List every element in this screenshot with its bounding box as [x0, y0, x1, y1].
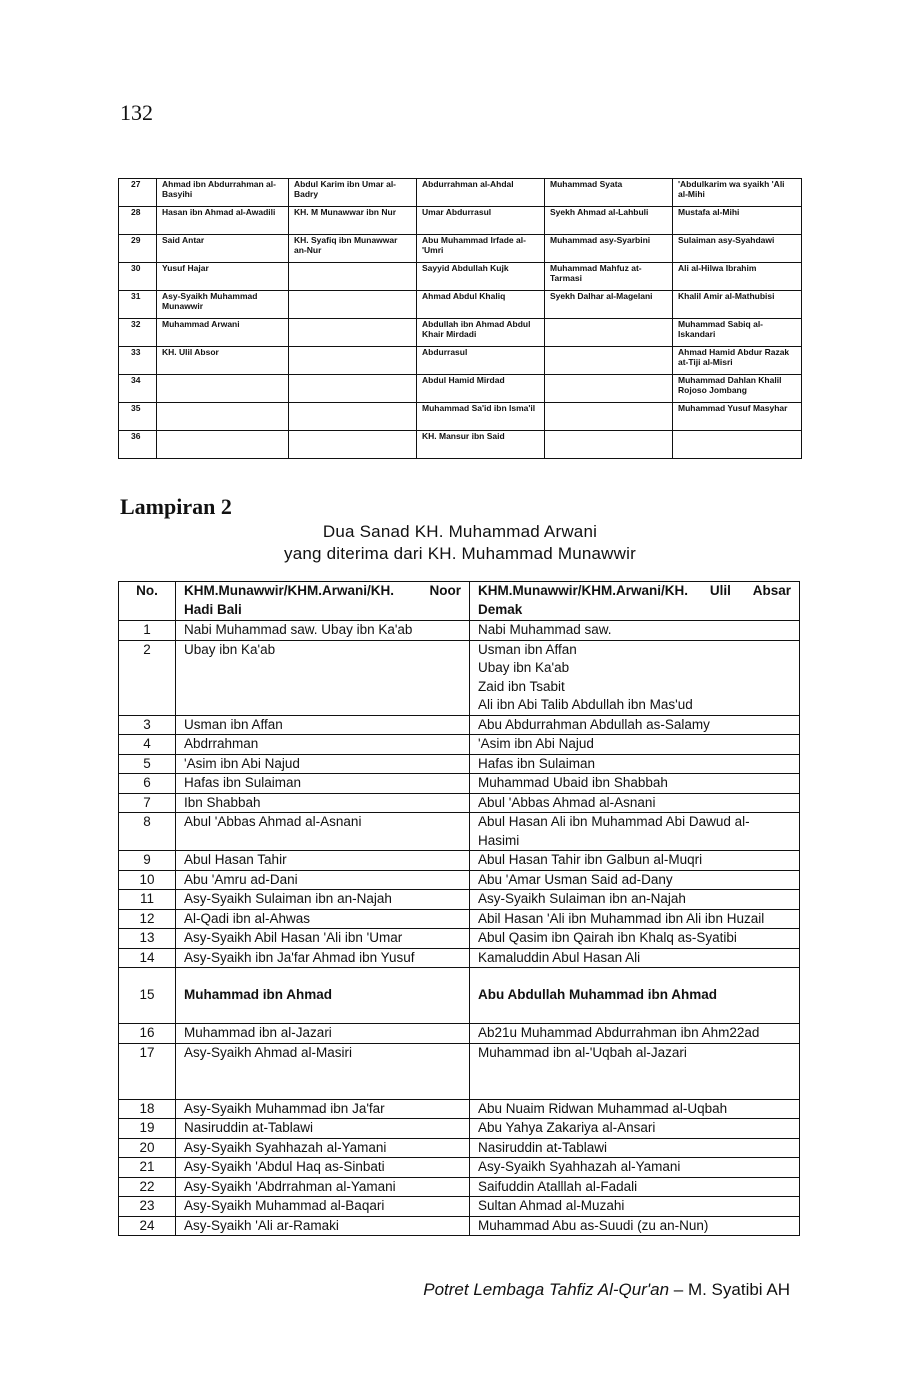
table-cell: Ahmad ibn Abdurrahman al-Basyihi	[157, 179, 289, 207]
name-line: Asy-Syaikh 'Abdrrahman al-Yamani	[184, 1178, 396, 1194]
sanad-cell-ulil-absar	[470, 968, 800, 1024]
name-line: Asy-Syaikh ibn Ja'far Ahmad ibn Yusuf	[184, 949, 415, 965]
name-line: Nasiruddin at-Tablawi	[184, 1120, 314, 1135]
header-col1-line2: Hadi Bali	[184, 601, 242, 617]
name-line: Abu Abdullah Muhammad ibn Ahmad	[478, 987, 717, 1003]
table-cell: KH. Syafiq ibn Munawwar an-Nur	[289, 235, 417, 263]
footer-separator: –	[669, 1280, 688, 1299]
table-cell	[289, 347, 417, 375]
table-cell: Abdurrahman al-Ahdal	[417, 179, 545, 207]
header-col2-right: Absar	[752, 583, 791, 598]
row-number: 9	[119, 851, 176, 871]
page-footer	[423, 1280, 790, 1300]
table-cell: Khalil Amir al-Mathubisi	[673, 291, 802, 319]
name-line: Abu 'Amar Usman Said ad-Dany	[478, 871, 673, 887]
sanad-cell-ulil-absar	[470, 1138, 800, 1158]
sanad-cell-ulil-absar	[470, 715, 800, 735]
sanad-cell-noor-hadi	[176, 754, 470, 774]
table-cell	[289, 403, 417, 431]
table-row	[119, 640, 800, 715]
row-number: 34	[119, 375, 157, 403]
table-cell	[157, 375, 289, 403]
name-line: Abul 'Abbas Ahmad al-Asnani	[478, 794, 656, 810]
header-col1-right: Noor	[429, 583, 461, 598]
sanad-cell-ulil-absar	[470, 1099, 800, 1119]
sanad-cell-noor-hadi	[176, 1138, 470, 1158]
name-line: Abil Hasan 'Ali ibn Muhammad ibn Ali ibn Huzail	[478, 910, 765, 926]
row-number: 35	[119, 403, 157, 431]
name-line: Abul Hasan Ali ibn Muhammad Abi Dawud al-	[478, 814, 750, 829]
table-cell: Ali al-Hilwa Ibrahim	[673, 263, 802, 291]
table-cell	[289, 319, 417, 347]
name-line: Abu Abdurrahman Abdullah as-Salamy	[478, 716, 710, 732]
name-line: Abu Yahya Zakariya al-Ansari	[478, 1120, 656, 1135]
sanad-cell-noor-hadi	[176, 1216, 470, 1236]
name-line: Muhammad Ubaid ibn Shabbah	[478, 775, 668, 790]
name-line: Asy-Syaikh 'Ali ar-Ramaki	[184, 1217, 339, 1233]
table-cell: KH. Ulil Absor	[157, 347, 289, 375]
row-number: 8	[119, 813, 176, 851]
header-col1	[176, 582, 470, 621]
name-line: Asy-Syaikh Ahmad al-Masiri	[184, 1044, 353, 1060]
table-cell: Sayyid Abdullah Kujk	[417, 263, 545, 291]
row-number: 23	[119, 1197, 176, 1217]
table-row	[119, 621, 800, 641]
name-line: Abul Hasan Tahir ibn Galbun al-Muqri	[478, 852, 703, 867]
name-line: 'Asim ibn Abi Najud	[184, 755, 300, 771]
header-col2-left: KHM.Munawwir/KHM.Arwani/KH.	[478, 583, 689, 598]
name-line: Asy-Syaikh Sulaiman ibn an-Najah	[184, 891, 392, 906]
row-number: 5	[119, 754, 176, 774]
table-cell	[545, 319, 673, 347]
sanad-cell-noor-hadi	[176, 735, 470, 755]
sanad-cell-noor-hadi	[176, 968, 470, 1024]
row-number: 22	[119, 1177, 176, 1197]
sanad-cell-ulil-absar	[470, 754, 800, 774]
table-row	[119, 715, 800, 735]
sanad-cell-noor-hadi	[176, 621, 470, 641]
appendix-title: Lampiran 2	[120, 494, 232, 519]
table-cell: Abu Muhammad Irfade al-'Umri	[417, 235, 545, 263]
name-line: Nasiruddin at-Tablawi	[478, 1139, 608, 1155]
sanad-cell-noor-hadi	[176, 640, 470, 715]
table-cell: Abdul Hamid Mirdad	[417, 375, 545, 403]
table-cell: Said Antar	[157, 235, 289, 263]
row-number: 21	[119, 1158, 176, 1178]
appendix-subtitle-line2: yang diterima dari KH. Muhammad Munawwir	[284, 544, 636, 563]
name-line: Abu Nuaim Ridwan Muhammad al-Uqbah	[478, 1100, 728, 1116]
row-number: 32	[119, 319, 157, 347]
table-cell	[157, 431, 289, 459]
name-line: Asy-Syaikh Sulaiman ibn an-Najah	[478, 891, 686, 906]
sanad-cell-ulil-absar	[470, 909, 800, 929]
name-line: Kamaluddin Abul Hasan Ali	[478, 949, 641, 965]
sanad-cell-noor-hadi	[176, 813, 470, 851]
row-number: 12	[119, 909, 176, 929]
footer-book-title: Potret Lembaga Tahfiz Al-Qur'an	[423, 1280, 670, 1299]
row-number: 7	[119, 793, 176, 813]
sanad-cell-noor-hadi	[176, 870, 470, 890]
sanad-cell-ulil-absar	[470, 621, 800, 641]
row-number: 28	[119, 207, 157, 235]
table-row	[119, 1024, 800, 1044]
name-line: Ubay ibn Ka'ab	[184, 641, 276, 657]
row-number: 6	[119, 774, 176, 794]
row-number: 10	[119, 870, 176, 890]
table-cell: Syekh Dalhar al-Magelani	[545, 291, 673, 319]
table-row	[119, 890, 800, 910]
name-line: Ali ibn Abi Talib Abdullah ibn Mas'ud	[478, 697, 693, 712]
sanad-cell-ulil-absar	[470, 1177, 800, 1197]
name-line: Asy-Syaikh Syahhazah al-Yamani	[184, 1139, 387, 1155]
table-cell: Ahmad Abdul Khaliq	[417, 291, 545, 319]
sanad-cell-ulil-absar	[470, 870, 800, 890]
row-number: 16	[119, 1024, 176, 1044]
table-row	[119, 735, 800, 755]
name-line: Asy-Syaikh Muhammad al-Baqari	[184, 1198, 385, 1213]
name-line: Al-Qadi ibn al-Ahwas	[184, 910, 311, 926]
name-line: Saifuddin Atalllah al-Fadali	[478, 1178, 638, 1194]
sanad-cell-ulil-absar	[470, 948, 800, 968]
table-cell	[545, 431, 673, 459]
table-row	[119, 813, 800, 851]
row-number: 2	[119, 640, 176, 715]
table-header-row	[119, 582, 800, 621]
table-row	[119, 179, 802, 207]
sanad-cell-ulil-absar	[470, 1158, 800, 1178]
row-number: 3	[119, 715, 176, 735]
name-line: Abul 'Abbas Ahmad al-Asnani	[184, 814, 362, 829]
sanad-cell-noor-hadi	[176, 929, 470, 949]
name-line: Nabi Muhammad saw.	[478, 622, 612, 637]
table-row	[119, 948, 800, 968]
sanad-cell-noor-hadi	[176, 1024, 470, 1044]
table-cell: Muhammad Sabiq al-Iskandari	[673, 319, 802, 347]
sanad-cell-noor-hadi	[176, 1043, 470, 1099]
row-number: 1	[119, 621, 176, 641]
sanad-cell-noor-hadi	[176, 1099, 470, 1119]
table-cell: Mustafa al-Mihi	[673, 207, 802, 235]
table-cell: Muhammad Dahlan Khalil Rojoso Jombang	[673, 375, 802, 403]
sanad-cell-noor-hadi	[176, 1177, 470, 1197]
sanad-cell-noor-hadi	[176, 1197, 470, 1217]
row-number: 24	[119, 1216, 176, 1236]
sanad-cell-noor-hadi	[176, 909, 470, 929]
table-cell	[289, 375, 417, 403]
table-row	[119, 263, 802, 291]
table-cell	[289, 431, 417, 459]
table-row	[119, 851, 800, 871]
table-cell: Sulaiman asy-Syahdawi	[673, 235, 802, 263]
table-cell: Muhammad Sa'id ibn Isma'il	[417, 403, 545, 431]
table-cell	[545, 375, 673, 403]
sanad-cell-noor-hadi	[176, 890, 470, 910]
table-cell: Umar Abdurrasul	[417, 207, 545, 235]
table-row	[119, 403, 802, 431]
row-number: 33	[119, 347, 157, 375]
table-cell: Abdul Karim ibn Umar al-Badry	[289, 179, 417, 207]
table-row	[119, 235, 802, 263]
name-line: Ibn Shabbah	[184, 794, 261, 810]
table-row	[119, 1177, 800, 1197]
sanad-cell-noor-hadi	[176, 793, 470, 813]
row-number: 30	[119, 263, 157, 291]
name-line: Abul Qasim ibn Qairah ibn Khalq as-Syatibi	[478, 930, 737, 945]
name-line: Muhammad Abu as-Suudi (zu an-Nun)	[478, 1217, 709, 1233]
name-line: Asy-Syaikh Muhammad ibn Ja'far	[184, 1100, 385, 1116]
table-row	[119, 1216, 800, 1236]
row-number: 11	[119, 890, 176, 910]
table-cell: Syekh Ahmad al-Lahbuli	[545, 207, 673, 235]
table-row	[119, 1158, 800, 1178]
table-cell: Muhammad Arwani	[157, 319, 289, 347]
table-row	[119, 1043, 800, 1099]
sanad-cell-ulil-absar	[470, 890, 800, 910]
table-row	[119, 207, 802, 235]
table-cell: Yusuf Hajar	[157, 263, 289, 291]
name-line: Ab21u Muhammad Abdurrahman ibn Ahm22ad	[478, 1025, 760, 1040]
name-line: Asy-Syaikh Abil Hasan 'Ali ibn 'Umar	[184, 930, 403, 945]
sanad-cell-noor-hadi	[176, 774, 470, 794]
name-line: Muhammad ibn Ahmad	[184, 987, 333, 1003]
table-cell: KH. Mansur ibn Said	[417, 431, 545, 459]
sanad-cell-noor-hadi	[176, 1158, 470, 1178]
header-col2	[470, 582, 800, 621]
row-number: 4	[119, 735, 176, 755]
table-cell: Hasan ibn Ahmad al-Awadili	[157, 207, 289, 235]
name-line: Sultan Ahmad al-Muzahi	[478, 1198, 625, 1213]
table-cell	[545, 347, 673, 375]
name-line: Abdrrahman	[184, 736, 259, 751]
row-number: 29	[119, 235, 157, 263]
row-number: 15	[119, 968, 176, 1024]
sanad-cell-ulil-absar	[470, 640, 800, 715]
table-cell	[673, 431, 802, 459]
table-cell: Ahmad Hamid Abdur Razak at-Tiji al-Misri	[673, 347, 802, 375]
table-row	[119, 968, 800, 1024]
appendix-subtitle-line1: Dua Sanad KH. Muhammad Arwani	[322, 522, 598, 541]
table-cell	[289, 291, 417, 319]
row-number: 14	[119, 948, 176, 968]
name-line: Muhammad ibn al-'Uqbah al-Jazari	[478, 1044, 687, 1060]
table-row	[119, 1119, 800, 1139]
name-line: Muhammad ibn al-Jazari	[184, 1025, 332, 1040]
header-no	[119, 582, 176, 621]
sanad-table-continued	[118, 178, 802, 459]
table-cell: KH. M Munawwar ibn Nur	[289, 207, 417, 235]
table-cell: 'Abdulkarim wa syaikh 'Ali al-Mihi	[673, 179, 802, 207]
sanad-cell-noor-hadi	[176, 948, 470, 968]
name-line: Zaid ibn Tsabit	[478, 678, 565, 694]
sanad-cell-ulil-absar	[470, 1043, 800, 1099]
table-row	[119, 319, 802, 347]
header-col1-left: KHM.Munawwir/KHM.Arwani/KH.	[184, 583, 395, 598]
row-number: 36	[119, 431, 157, 459]
table-row	[119, 1099, 800, 1119]
footer-author: M. Syatibi AH	[687, 1280, 790, 1299]
row-number: 19	[119, 1119, 176, 1139]
sanad-cell-ulil-absar	[470, 1119, 800, 1139]
header-col2-line2: Demak	[478, 601, 523, 617]
table-cell	[289, 263, 417, 291]
name-line: Abu 'Amru ad-Dani	[184, 871, 298, 887]
row-number: 20	[119, 1138, 176, 1158]
sanad-cell-ulil-absar	[470, 929, 800, 949]
table-row	[119, 793, 800, 813]
row-number: 31	[119, 291, 157, 319]
table-cell: Muhammad Syata	[545, 179, 673, 207]
name-line: Asy-Syaikh Syahhazah al-Yamani	[478, 1159, 681, 1174]
table-row	[119, 375, 802, 403]
row-number: 18	[119, 1099, 176, 1119]
name-line: Usman ibn Affan	[184, 716, 283, 732]
table-row	[119, 1138, 800, 1158]
table-row	[119, 774, 800, 794]
sanad-cell-ulil-absar	[470, 793, 800, 813]
page-number: 132	[120, 100, 153, 125]
table-cell	[157, 403, 289, 431]
name-line: Ubay ibn Ka'ab	[478, 660, 570, 675]
table-cell: Muhammad Mahfuz at-Tarmasi	[545, 263, 673, 291]
row-number: 17	[119, 1043, 176, 1099]
table-row	[119, 909, 800, 929]
sanad-cell-ulil-absar	[470, 774, 800, 794]
sanad-cell-ulil-absar	[470, 1197, 800, 1217]
sanad-table	[118, 581, 800, 1236]
name-line: Hafas ibn Sulaiman	[478, 755, 596, 771]
name-line: Nabi Muhammad saw. Ubay ibn Ka'ab	[184, 622, 413, 637]
row-number: 27	[119, 179, 157, 207]
sanad-cell-noor-hadi	[176, 715, 470, 735]
sanad-cell-ulil-absar	[470, 1024, 800, 1044]
name-line: Abul Hasan Tahir	[184, 852, 287, 867]
table-cell: Asy-Syaikh Muhammad Munawwir	[157, 291, 289, 319]
header-col2-mid: Ulil	[709, 583, 731, 598]
name-line: Usman ibn Affan	[478, 641, 577, 657]
table-row	[119, 1197, 800, 1217]
sanad-cell-noor-hadi	[176, 851, 470, 871]
sanad-cell-ulil-absar	[470, 851, 800, 871]
table-cell	[545, 403, 673, 431]
sanad-cell-ulil-absar	[470, 735, 800, 755]
table-row	[119, 929, 800, 949]
table-row	[119, 431, 802, 459]
sanad-cell-ulil-absar	[470, 1216, 800, 1236]
name-line: 'Asim ibn Abi Najud	[478, 736, 594, 751]
table-row	[119, 754, 800, 774]
sanad-cell-ulil-absar	[470, 813, 800, 851]
name-line: Hasimi	[478, 832, 520, 848]
table-cell: Muhammad Yusuf Masyhar	[673, 403, 802, 431]
sanad-cell-noor-hadi	[176, 1119, 470, 1139]
table-cell: Abdullah ibn Ahmad Abdul Khair Mirdadi	[417, 319, 545, 347]
table-row	[119, 291, 802, 319]
header-no-label: No.	[136, 583, 158, 598]
table-row	[119, 870, 800, 890]
row-number: 13	[119, 929, 176, 949]
name-line: Hafas ibn Sulaiman	[184, 775, 302, 790]
table-cell: Muhammad asy-Syarbini	[545, 235, 673, 263]
name-line: Asy-Syaikh 'Abdul Haq as-Sinbati	[184, 1159, 385, 1174]
table-row	[119, 347, 802, 375]
table-cell: Abdurrasul	[417, 347, 545, 375]
